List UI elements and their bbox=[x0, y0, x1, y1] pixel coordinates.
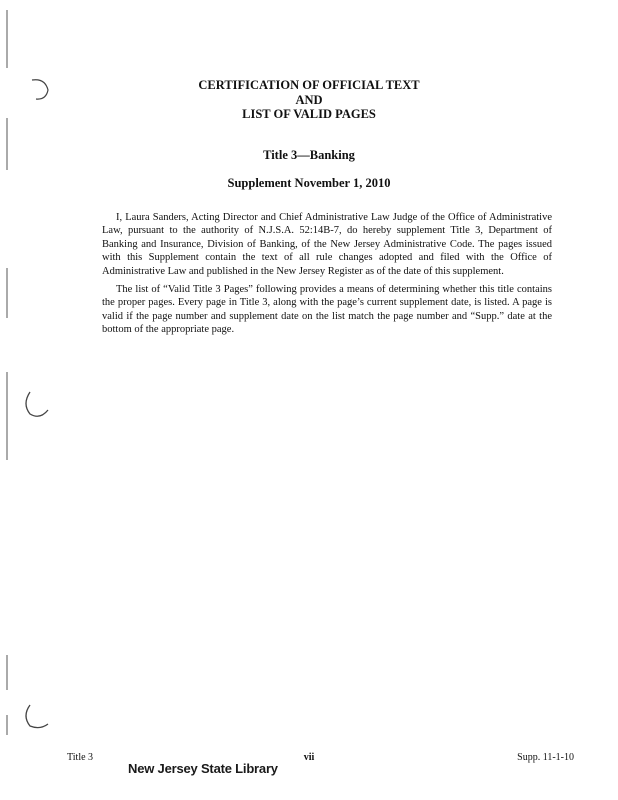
title-line-2: AND bbox=[295, 92, 323, 107]
footer-page-number: vii bbox=[303, 752, 315, 763]
certification-paragraph bbox=[102, 211, 552, 278]
document-title bbox=[0, 78, 618, 122]
hole-punch-mark bbox=[26, 392, 48, 416]
library-stamp: New Jersey State Library bbox=[128, 761, 278, 776]
title-subtitle: Title 3—Banking bbox=[263, 148, 355, 162]
footer-supplement-date: Supp. 11-1-10 bbox=[517, 752, 574, 763]
title-line-1: CERTIFICATION OF OFFICIAL TEXT bbox=[198, 78, 420, 92]
footer-title: Title 3 bbox=[67, 752, 94, 763]
hole-punch-mark bbox=[26, 705, 48, 728]
title-line-3: LIST OF VALID PAGES bbox=[242, 107, 376, 121]
paragraph-2: The list of “Valid Title 3 Pages” following provides a means of determining whether this title contains the proper pages. Every page in Title 3, along with the page’s current supplement date, is listed. A page is valid if the page number and supplement date on the list match the page number and “Supp.” date at the bottom of the appropriate page. bbox=[102, 284, 552, 336]
paragraph-1: I, Laura Sanders, Acting Director and Chief Administrative Law Judge of the Office of Administrative Law, pursuant to the authority of N.J.S.A. 52:14B-7, do hereby supplement Title 3, Department of Banking and Insurance, Division of Banking, of the New Jersey Administrative Code. The pages issued with this Supplement contain the text of all rule changes adopted and filed with the Office of Administrative Law and published in the New Jersey Register as of the date of this supplement. bbox=[102, 212, 552, 277]
supplement-date-heading: Supplement November 1, 2010 bbox=[227, 176, 391, 190]
valid-pages-paragraph bbox=[102, 283, 552, 337]
